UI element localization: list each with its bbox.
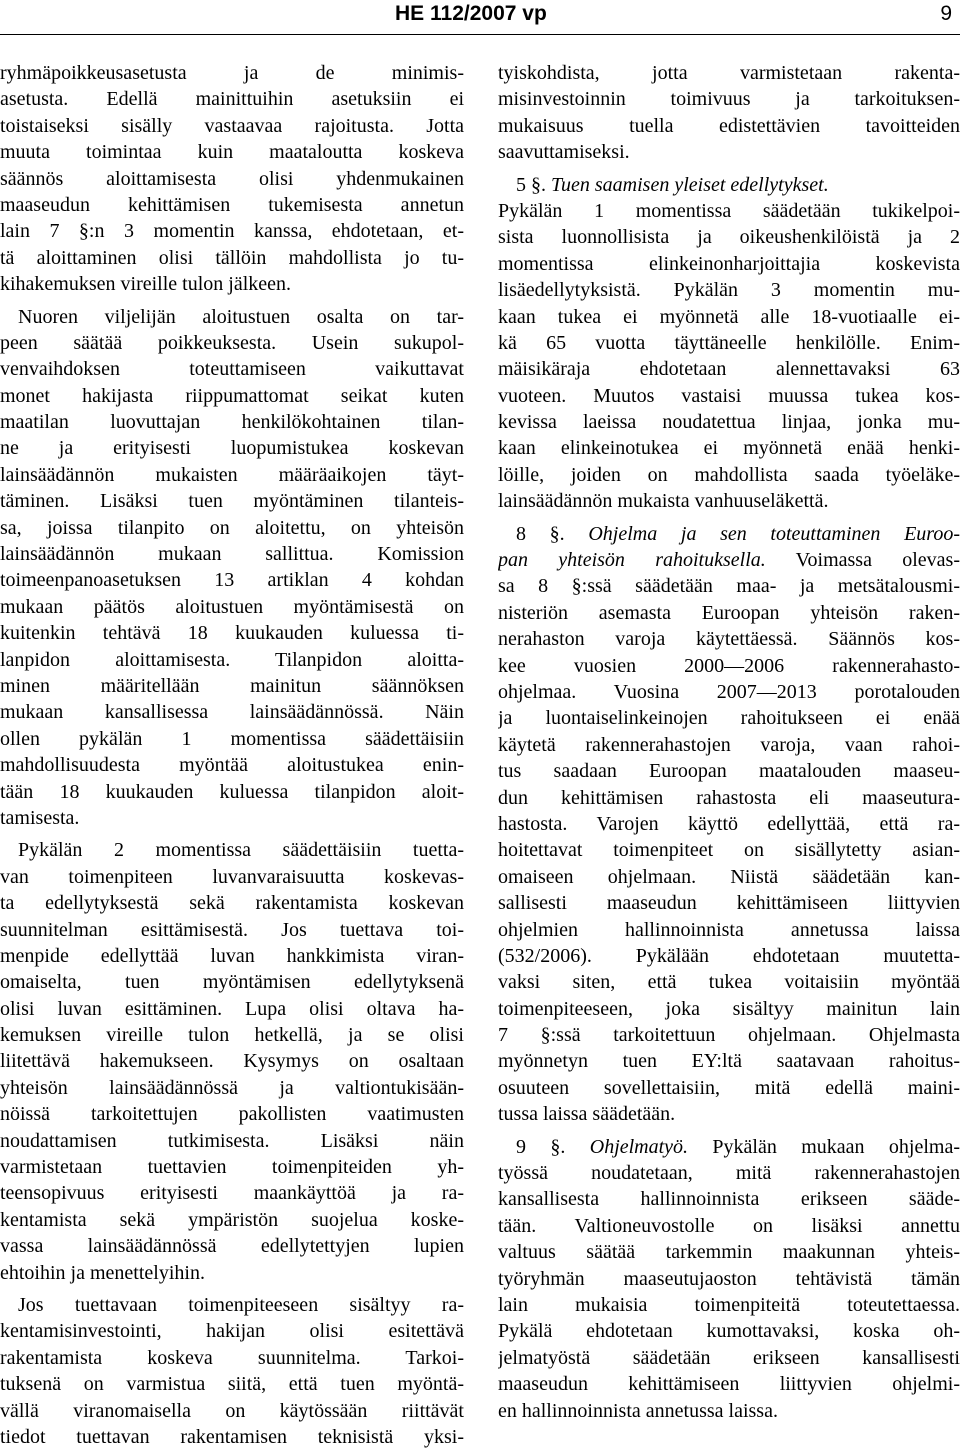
text-line [0,139,464,165]
text-line [498,1318,960,1344]
text-line [498,1075,960,1101]
page-header [0,0,960,40]
line-text: teensopivuus erityisesti maankäyttöä ja ra- [0,1182,464,1205]
line-text: kansallisesta hallinnoinnista erikseen sääde- [498,1188,960,1211]
line-text: maatilan luovuttajan henkilökohtainen tilan- [0,411,464,434]
line-text: tyiskohdista, jotta varmistetaan rakenta- [498,62,960,84]
text-line [0,192,464,218]
line-text: kevissa laeissa noudatettua linjaa, jonka mu- [498,411,960,434]
line-text: maaseudun kehittämisen tukemisesta annetun [0,193,464,216]
text-line [0,594,464,620]
text-line [498,969,960,995]
line-text: nisteriön asemasta Euroopan yhteisön raken- [498,601,960,624]
line-text: ehtoihin ja menettelyihin. [0,1261,205,1284]
line-text: lisäedellytyksistä. Pykälän 3 momentin mu- [498,279,960,302]
line-text: lainsäädännön mukaisten määräaikojen täyt- [0,463,464,486]
text-line [498,277,960,303]
line-text: Nuoren viljelijän aloitustuen osalta on tar- [18,305,464,328]
line-text: sa 8 §:ssä säädetään maa- ja metsätalousmi- [498,575,960,598]
line-text: dun kehittämisen rahastosta eli maaseutura- [498,786,960,809]
text-line [498,435,960,461]
text-line [0,60,464,86]
text-line [498,356,960,382]
line-text: tään 18 kuukauden kuluessa tilanpidon aloit- [0,780,464,803]
line-text: yhteisön lainsäädännössä ja valtiontukisään- [0,1076,464,1099]
text-line [0,515,464,541]
line-text: peen säätää poikkeuksesta. Usein sukupol- [0,331,464,354]
line-text: sa, joissa tilanpito on aloitettu, on yhteisön [0,516,464,539]
text-line [0,1318,464,1344]
text-line [498,1134,960,1160]
line-text: kee vuosien 2000—2006 rakennerahasto- [498,654,960,677]
text-line [498,462,960,488]
text-line [498,837,960,863]
text-line [498,1239,960,1265]
section-heading-italic: Tuen saamisen yleiset edellytykset. [551,173,829,196]
line-text: mukaan päätös aloitustuen myöntämisestä on [0,595,464,618]
line-text: löille, joiden on mahdollista saada työeläke- [498,463,960,486]
text-line [0,271,464,297]
line-text: saavuttamiseksi. [498,141,630,164]
text-line [498,626,960,652]
line-text: mahdollisuudesta myöntää aloitustukea enin- [0,754,464,777]
text-line [0,1154,464,1180]
text-line [498,60,960,86]
text-line [498,1371,960,1397]
text-line [0,330,464,356]
line-text: lainsäädännön mukaan sallittua. Komission [0,543,464,566]
text-line [498,1213,960,1239]
line-text: tään. Valtioneuvostolle on lisäksi annettu [498,1214,960,1237]
line-text: kentamista sekä ympäristön suojelua koske- [0,1208,464,1231]
text-line [0,673,464,699]
text-line [0,864,464,890]
line-text: tiedot tuettavan rakentamisen teknisistä yksi- [0,1425,464,1448]
text-line [498,172,960,198]
text-line [0,1260,464,1286]
line-text: mäisikäraja ehdotetaan alennettavaksi 63 [498,358,960,381]
text-line [0,837,464,863]
line-text: lain mukaisia toimenpiteitä toteutettaessa. [498,1293,960,1316]
line-text: Pykälän 2 momentissa säädettäisiin tuetta- [18,839,464,862]
line-text: myönnetyn tuen EY:ltä saatavaan rahoitus- [498,1050,960,1073]
text-line [0,383,464,409]
line-text: Pykälän 1 momentissa säädetään tukikelpoi- [498,199,960,222]
line-text: varmistetaan tuettavien toimenpiteiden yh- [0,1156,464,1179]
text-line [498,943,960,969]
text-line [0,567,464,593]
text-line [0,409,464,435]
text-line [498,1022,960,1048]
text-line [498,758,960,784]
text-line [0,218,464,244]
text-line [0,86,464,112]
line-text: jelmatyöstä säädetään erikseen kansallisesti [498,1346,960,1369]
section-heading-italic: Ohjelma ja sen toteuttaminen Euroo- [588,522,960,545]
line-text: 8 §. [516,522,589,545]
text-line [498,653,960,679]
text-line [0,1048,464,1074]
line-text: monet hakijasta riippumattomat seikat kuten [0,384,464,407]
text-line [498,1292,960,1318]
text-line [0,943,464,969]
text-line [0,917,464,943]
line-text: Pykälä ehdotetaan kumottavaksi, koska oh- [498,1320,960,1343]
line-text: menpide edellyttää luvan hankkimista viran- [0,944,464,967]
text-line [0,1345,464,1371]
line-text: rakentamista koskeva suunnitelma. Tarkoi- [0,1346,464,1369]
line-text: tuksenä on varmistua siitä, että tuen myöntä- [0,1373,464,1396]
line-text: omaiselta, tuen myöntämisen edellytyksenä [0,971,464,994]
line-text: kentamisinvestointi, hakijan olisi esitettävä [0,1320,464,1343]
section-heading-italic: Ohjelmatyö. [589,1135,689,1158]
text-line [498,890,960,916]
text-line [0,779,464,805]
text-line [0,1371,464,1397]
line-text: venvaihdoksen toteuttamiseen vaikuttavat [0,358,464,381]
line-text: nöissä tarkoitettujen pakollisten vaatimusten [0,1103,464,1126]
line-text: mukaisuus tuella edistettävien tavoitteiden [498,114,960,137]
text-line [0,1180,464,1206]
line-text: vaksi siten, että tukea voitaisiin myöntää [498,971,960,994]
text-line [0,541,464,567]
line-text: suunnitelman esittämisestä. Jos tuettava toi- [0,918,464,941]
text-line [0,969,464,995]
text-line [498,600,960,626]
line-text: minen määritellään mainitun säännöksen [0,674,464,697]
text-line [498,488,960,514]
line-text: maaseudun kehittämiseen liittyvien ohjelmi- [498,1373,960,1396]
text-line [498,1160,960,1186]
line-text: kuitenkin tehtävä 18 kuukauden kuluessa ti- [0,622,464,645]
line-text: tä aloittaminen olisi tällöin mahdollista jo tu- [0,246,464,269]
line-text: hoitettavat toimenpiteet on sisällytetty asian- [498,839,960,862]
text-line [0,1128,464,1154]
text-line [498,139,960,165]
text-line [498,1266,960,1292]
line-text: valtuus säätää tarkemmin maakunnan yhteis- [498,1241,960,1264]
text-line [498,86,960,112]
line-text: ja luontaiselinkeinojen rahoitukseen ei enää [498,707,960,730]
text-line [498,1048,960,1074]
line-text: tus saadaan Euroopan maatalouden maaseu- [498,760,960,783]
line-text: muuta toimintaa kuin maataloutta koskeva [0,141,464,164]
line-text: lainsäädännön mukaista vanhuuseläkettä. [498,490,829,513]
text-line [0,726,464,752]
line-text: misinvestoinnin toimivuus ja tarkoituksen- [498,88,960,111]
line-text: ollen pykälän 1 momentissa säädettäisiin [0,727,464,750]
line-text: lanpidon aloittamisesta. Tilanpidon aloitta- [0,648,464,671]
text-line [0,1398,464,1424]
line-text: hastosta. Varojen käyttö edellyttää, että ra- [498,812,960,835]
text-line [0,304,464,330]
text-line [498,917,960,943]
header-rule [0,34,960,35]
line-text: ryhmäpoikkeusasetusta ja de minimis- [0,62,464,84]
line-text: työssä noudatetaan, mitä rakennerahastojen [498,1162,960,1185]
line-text: säännös aloittamisesta olisi yhdenmukainen [0,167,464,190]
line-text: Jos tuettavaan toimenpiteeseen sisältyy ra- [18,1293,464,1316]
text-line [498,409,960,435]
text-line [0,166,464,192]
line-text: osuuteen sovellettaisiin, mitä edellä maini- [498,1076,960,1099]
line-text: kihakemuksen vireille tulon jälkeen. [0,273,292,296]
right-text-column [498,60,960,1424]
text-line [0,356,464,382]
line-text: omaiseen ohjelmaan. Niistä säädetään kan- [498,865,960,888]
line-text: olisi luvan esittäminen. Lupa olisi oltava ha- [0,997,464,1020]
line-text: kaan elinkeinotukea ei myönnetä enää henki- [498,437,960,460]
text-line [498,383,960,409]
text-line [0,1292,464,1318]
text-line [498,198,960,224]
document-id: HE 112/2007 vp [395,2,547,25]
text-line [498,1186,960,1212]
line-text: kemuksen vireille tulon hetkellä, ja se olisi [0,1024,464,1047]
text-line [498,224,960,250]
text-line [498,113,960,139]
text-line [0,1075,464,1101]
text-line [0,647,464,673]
line-text: kä 65 vuotta täyttäneelle henkilölle. Enim- [498,331,960,354]
line-text: mukaan kansallisessa lainsäädännössä. Näin [0,701,464,724]
text-line [498,1398,960,1424]
line-text: liitettävä hakemukseen. Kysymys on osaltaan [0,1050,464,1073]
line-text: ohjelmien hallinnoinnista annetussa laissa [498,918,960,941]
line-text: momentissa elinkeinonharjoittajia koskevista [498,252,960,275]
text-line [0,462,464,488]
text-line [498,251,960,277]
text-line [0,805,464,831]
text-line [498,679,960,705]
left-text-column [0,60,464,1450]
text-line [498,732,960,758]
text-line [0,1101,464,1127]
line-text: asetusta. Edellä mainittuihin asetuksiin ei [0,88,464,111]
text-line [498,705,960,731]
text-line [498,304,960,330]
page-number: 9 [940,2,952,25]
line-text: van toimenpiteen luvanvaraisuutta koskevas- [0,865,464,888]
text-line [0,620,464,646]
text-line [0,890,464,916]
line-text: en hallinnoinnista annetussa laissa. [498,1399,778,1422]
text-line [0,699,464,725]
text-line [0,1233,464,1259]
line-text: (532/2006). Pykälään ehdotetaan muutetta- [498,944,960,967]
text-line [498,864,960,890]
line-text: käytetä rakennerahastojen varoja, vaan rahoi- [498,733,960,756]
line-text: toimeenpanoasetuksen 13 artiklan 4 kohdan [0,569,464,592]
text-line [498,1101,960,1127]
text-line [0,1424,464,1450]
text-line [498,1345,960,1371]
text-line [0,488,464,514]
line-text: työryhmän maaseutujaoston tehtävistä tämän [498,1267,960,1290]
line-text: toimenpiteeseen, joka sisältyy mainitun lain [498,997,960,1020]
text-line [0,996,464,1022]
line-text: lain 7 §:n 3 momentin kanssa, ehdotetaan, et- [0,220,464,243]
text-line [498,573,960,599]
line-text: täminen. Lisäksi tuen myöntäminen tilanteis- [0,490,464,513]
text-line [498,811,960,837]
section-heading-italic: pan yhteisön rahoituksella. [498,549,766,572]
line-text: tamisesta. [0,806,80,829]
text-line [0,245,464,271]
text-line [0,113,464,139]
line-text: sista luonnollisista ja oikeushenkilöistä ja 2 [498,226,960,249]
line-text: 5 §. [516,173,551,196]
line-text: vuoteen. Muutos vastaisi muussa tukea kos- [498,384,960,407]
line-text: vassa lainsäädännössä edellytettyjen lupien [0,1235,464,1258]
line-text-continued: Voimassa olevas- [765,549,960,572]
text-line [498,785,960,811]
line-text: ta edellytyksestä sekä rakentamista koskevan [0,892,464,915]
text-line [0,1022,464,1048]
text-line [0,1207,464,1233]
line-text: 7 §:ssä tarkoitettuun ohjelmaan. Ohjelmasta [498,1024,960,1047]
line-text: toistaiseksi sisälly vastaavaa rajoitusta. Jotta [0,114,464,137]
line-text: ohjelmaa. Vuosina 2007—2013 porotalouden [498,680,960,703]
line-text-continued: Pykälän mukaan ohjelma- [688,1135,960,1158]
line-text: nerahaston varoja käytettäessä. Säännös kos- [498,628,960,651]
line-text: ne ja erityisesti luopumistukea koskevan [0,437,464,460]
line-text: kaan tukea ei myönnetä alle 18-vuotiaalle ei- [498,305,960,328]
text-line [0,752,464,778]
line-text: sallisesti maaseudun kehittämiseen liittyvien [498,892,960,915]
text-line [498,547,960,573]
text-line [0,435,464,461]
line-text: tussa laissa säädetään. [498,1103,676,1126]
line-text: noudattamisen tutkimisesta. Lisäksi näin [0,1129,464,1152]
text-line [498,996,960,1022]
line-text: vällä viranomaisella on käytössään riittävät [0,1399,464,1422]
line-text: 9 §. [516,1135,590,1158]
text-line [498,330,960,356]
text-line [498,521,960,547]
